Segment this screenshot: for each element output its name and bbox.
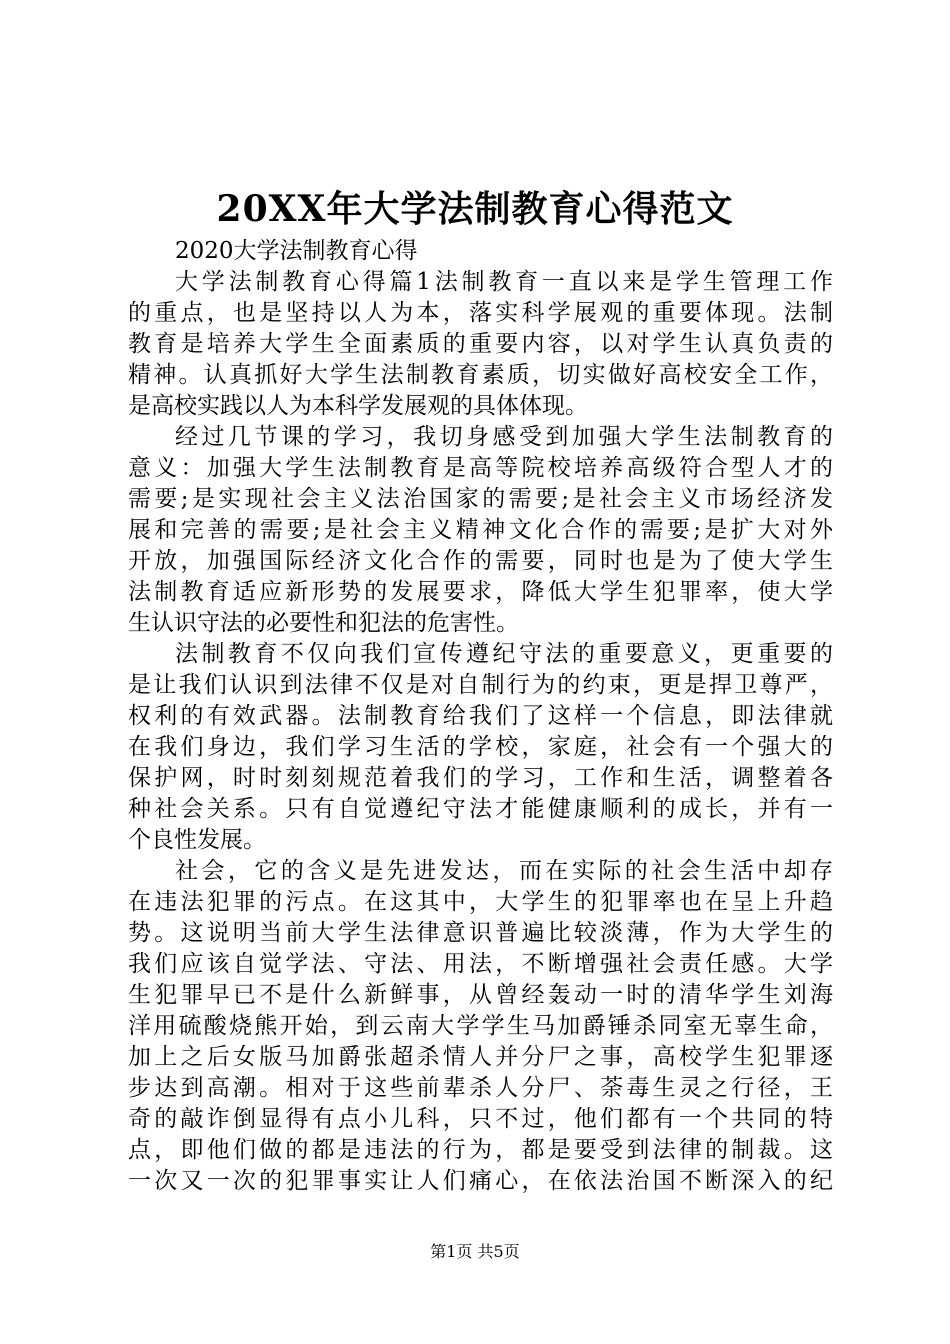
text-line: 我们应该自觉学法、守法、用法，不断增强社会责任感。大学: [128, 951, 833, 977]
text-line: 势。这说明当前大学生法律意识普遍比较淡薄，作为大学生的: [128, 920, 833, 946]
text-line: 种社会关系。只有自觉遵纪守法才能健康顺利的成长，并有一: [128, 796, 833, 822]
text-line: 是让我们认识到法律不仅是对自制行为的约束，更是捍卫尊严，: [128, 672, 833, 698]
text-line: 奇的敲诈倒显得有点小儿科，只不过，他们都有一个共同的特: [128, 1106, 833, 1132]
text-line: 精神。认真抓好大学生法制教育素质，切实做好高校安全工作，: [128, 362, 833, 388]
text-line: 社会，它的含义是先进发达，而在实际的社会生活中却存: [175, 858, 833, 884]
text-line: 经过几节课的学习，我切身感受到加强大学生法制教育的: [175, 424, 833, 450]
text-line: 法制教育适应新形势的发展要求，降低大学生犯罪率，使大学: [128, 579, 833, 605]
text-line: 的重点，也是坚持以人为本，落实科学展观的重要体现。法制: [128, 300, 833, 326]
text-line: 保护网，时时刻刻规范着我们的学习，工作和生活，调整着各: [128, 765, 833, 791]
text-line: 洋用硫酸烧熊开始，到云南大学学生马加爵锤杀同室无辜生命，: [128, 1013, 833, 1039]
text-line: 生认识守法的必要性和犯法的危害性。: [128, 610, 519, 636]
text-line: 在我们身边，我们学习生活的学校，家庭，社会有一个强大的: [128, 734, 833, 760]
text-line: 法制教育不仅向我们宣传遵纪守法的重要意义，更重要的: [175, 641, 833, 667]
text-line: 一次又一次的犯罪事实让人们痛心，在依法治国不断深入的纪: [128, 1168, 833, 1194]
text-line: 权利的有效武器。法制教育给我们了这样一个信息，即法律就: [128, 703, 833, 729]
document-title: 20XX年大学法制教育心得范文: [216, 188, 734, 230]
document-body: [128, 236, 833, 1197]
text-line: 大学法制教育心得篇1法制教育一直以来是学生管理工作: [175, 269, 833, 295]
text-line: 教育是培养大学生全面素质的重要内容，以对学生认真负责的: [128, 331, 833, 357]
page-footer: 第1页 共5页: [430, 1242, 520, 1261]
text-line: 个良性发展。: [128, 827, 266, 853]
text-line: 生犯罪早已不是什么新鲜事，从曾经轰动一时的清华学生刘海: [128, 982, 833, 1008]
text-line: 2020大学法制教育心得: [175, 238, 418, 264]
text-line: 需要;是实现社会主义法治国家的需要;是社会主义市场经济发: [128, 486, 833, 512]
text-line: 步达到高潮。相对于这些前辈杀人分尸、荼毒生灵之行径，王: [128, 1075, 833, 1101]
text-line: 加上之后女版马加爵张超杀情人并分尸之事，高校学生犯罪逐: [128, 1044, 833, 1070]
text-line: 意义：加强大学生法制教育是高等院校培养高级符合型人才的: [128, 455, 833, 481]
text-line: 在违法犯罪的污点。在这其中，大学生的犯罪率也在呈上升趋: [128, 889, 833, 915]
text-line: 点，即他们做的都是违法的行为，都是要受到法律的制裁。这: [128, 1137, 833, 1163]
text-line: 展和完善的需要;是社会主义精神文化合作的需要;是扩大对外: [128, 517, 833, 543]
text-line: 是高校实践以人为本科学发展观的具体体现。: [128, 393, 588, 419]
text-line: 开放，加强国际经济文化合作的需要，同时也是为了使大学生: [128, 548, 833, 574]
